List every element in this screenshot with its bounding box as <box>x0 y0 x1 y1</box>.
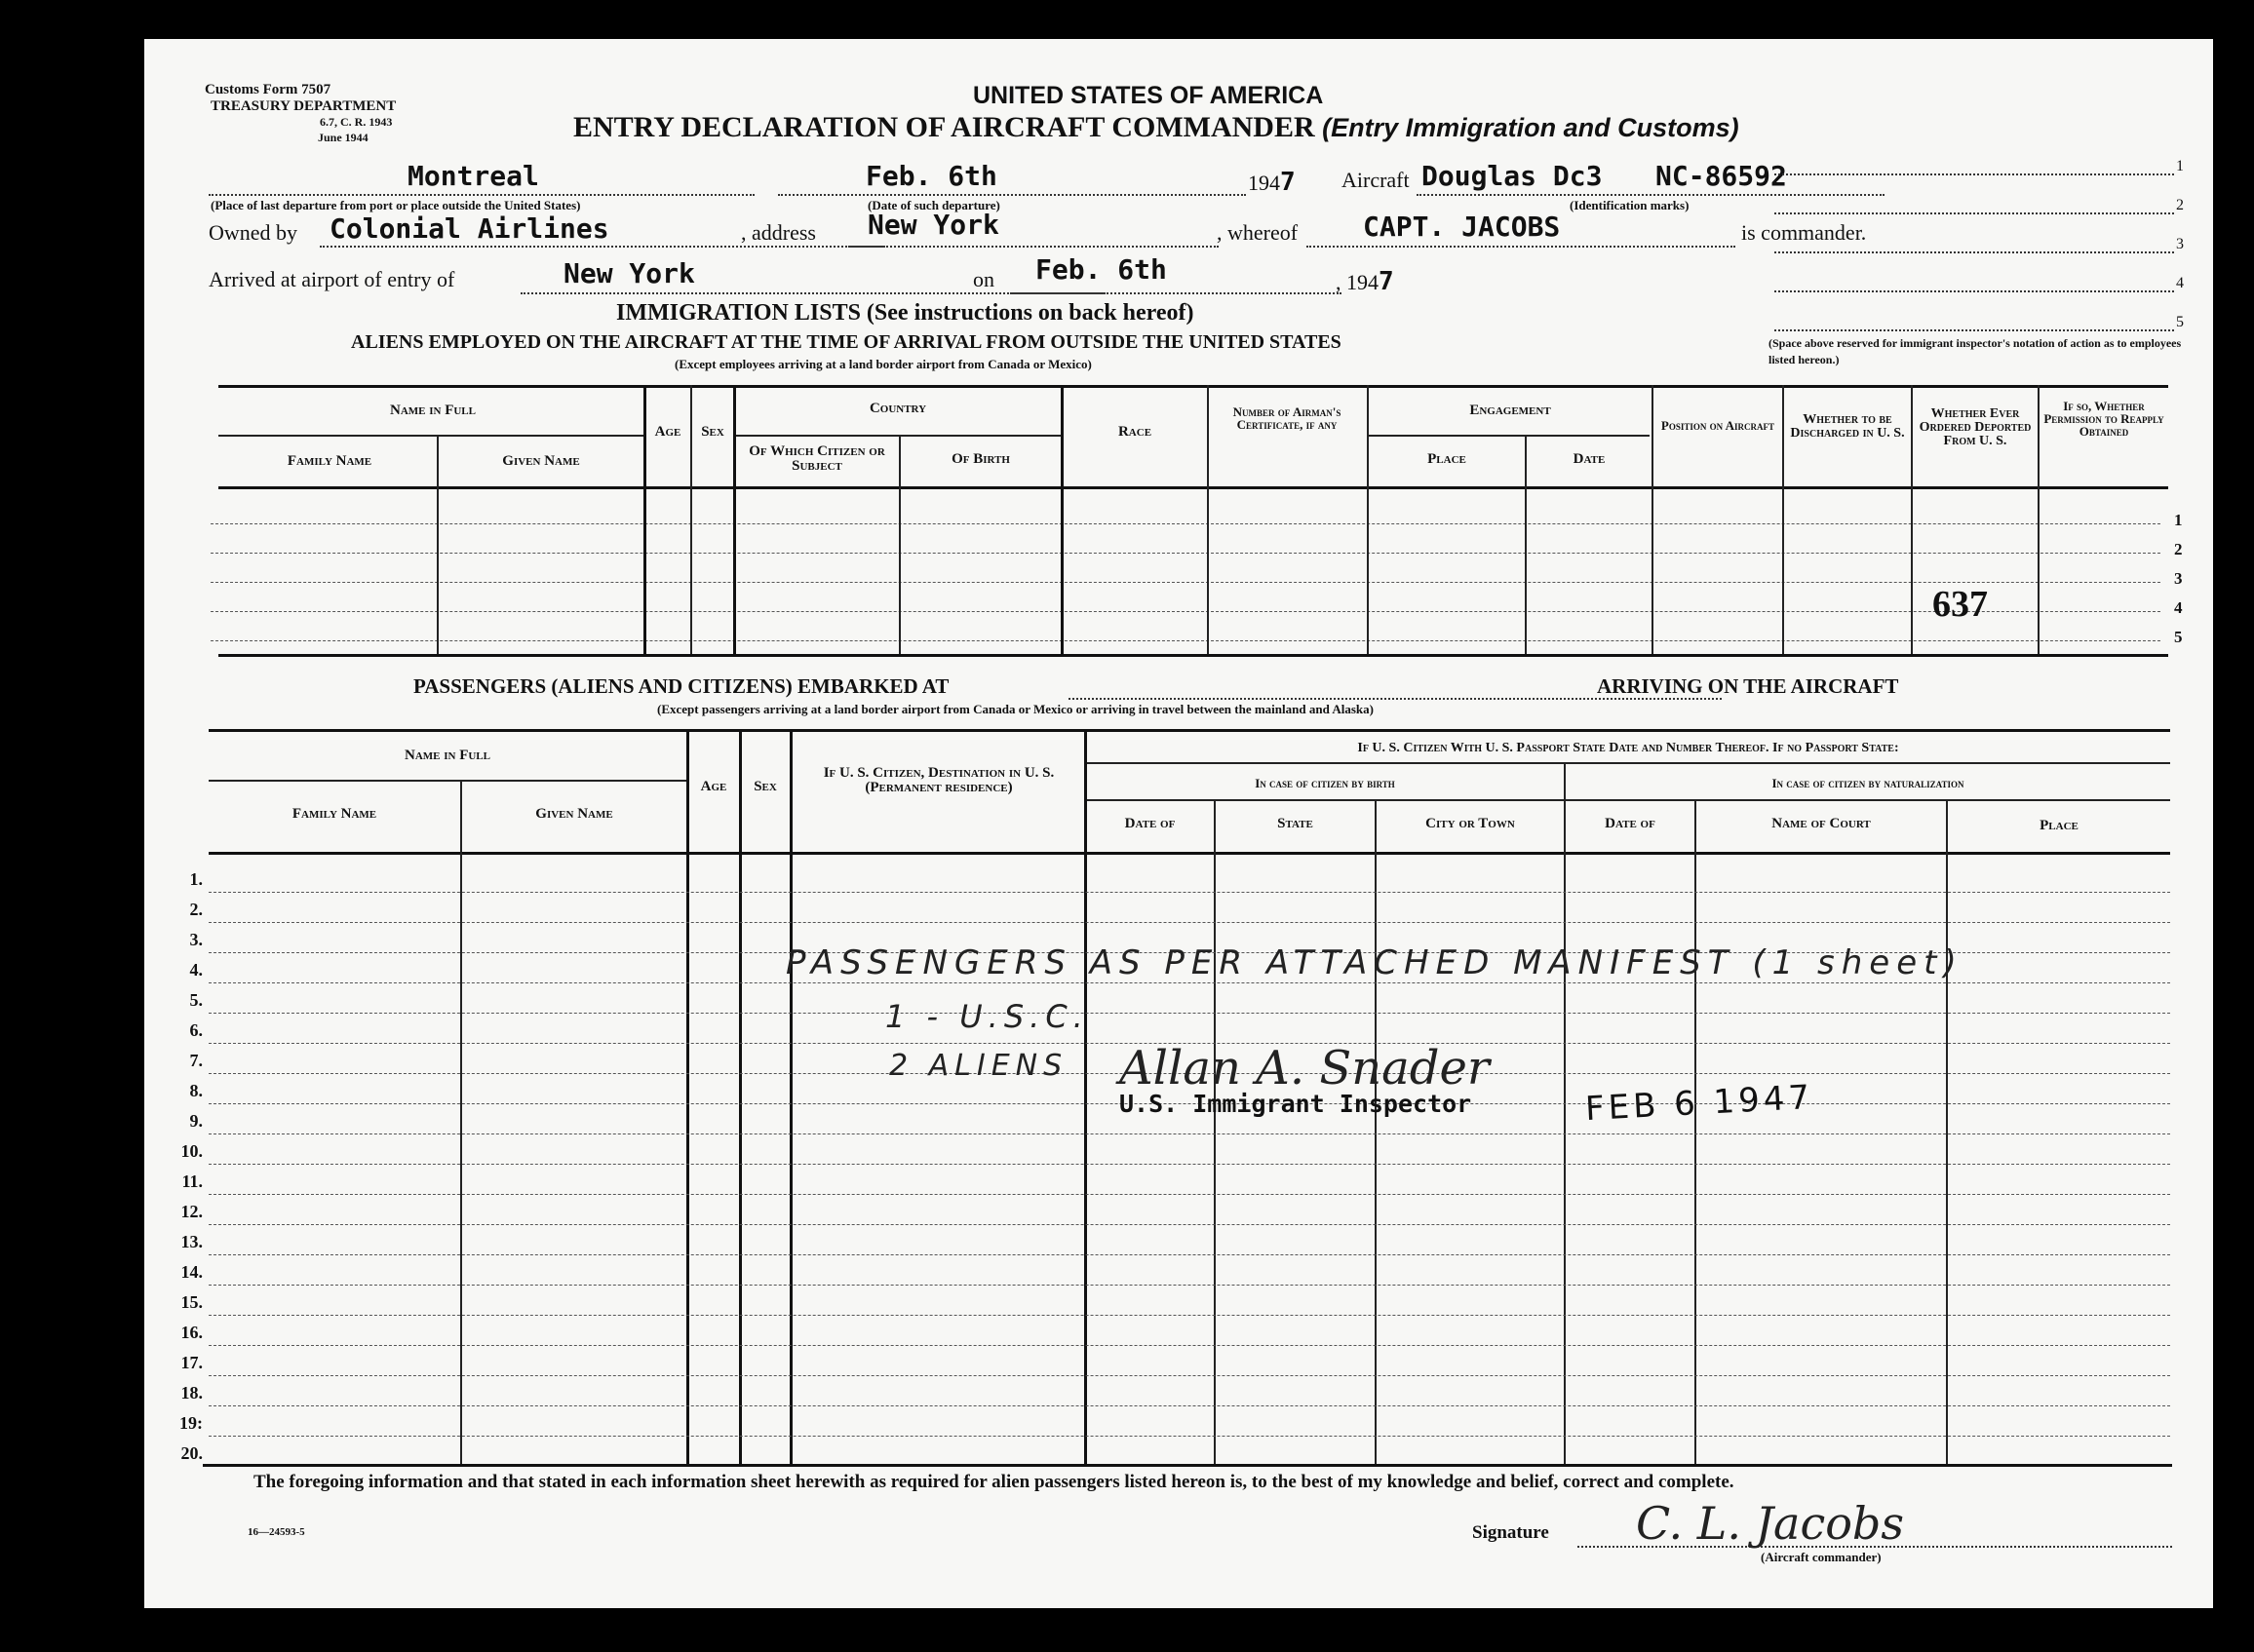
stamp-number: 637 <box>1932 584 1988 625</box>
departure-place-caption: (Place of last departure from port or place outside the United States) <box>211 198 581 212</box>
country-heading: UNITED STATES OF AMERICA <box>973 82 1324 109</box>
aliens-col-place: Place <box>1427 451 1466 467</box>
aliens-row-3: 3 <box>2174 569 2183 588</box>
pass-row-number: 4. <box>189 960 203 980</box>
immigration-subtitle: ALIENS EMPLOYED ON THE AIRCRAFT AT THE TIME OF ARRIVAL FROM OUTSIDE THE UNITED STATES <box>351 331 1341 353</box>
form-page <box>144 39 2213 1608</box>
passengers-title: PASSENGERS (ALIENS AND CITIZENS) EMBARKED AT <box>413 674 950 698</box>
address-value[interactable]: New York <box>868 209 999 241</box>
page-title-paren: (Entry Immigration and Customs) <box>1322 113 1739 142</box>
whereof-label: , whereof <box>1217 220 1299 245</box>
departure-year: 1947 <box>1248 168 1296 197</box>
pass-col-destination: If U. S. Citizen, Destination in U. S. (Permanent residence) <box>823 765 1055 795</box>
aliens-col-name-in-full: Name in Full <box>389 403 476 418</box>
pass-row-number: 10. <box>180 1141 203 1161</box>
aliens-row-4: 4 <box>2174 598 2183 617</box>
handwritten-aliens-count: 2 ALIENS <box>889 1049 1069 1083</box>
aliens-col-date: Date <box>1573 451 1606 467</box>
pass-row-number: 1. <box>189 869 203 889</box>
pass-row-number: 7. <box>189 1051 203 1070</box>
aliens-col-deported: Whether Ever Ordered Deported From U. S. <box>1919 406 2032 448</box>
arrived-year: , 1947 <box>1336 267 1394 296</box>
identification-marks-caption: (Identification marks) <box>1570 198 1690 212</box>
form-date: June 1944 <box>318 131 369 144</box>
pass-col-sex: Sex <box>754 779 777 794</box>
immigration-title: IMMIGRATION LISTS (See instructions on back hereof) <box>616 300 1194 326</box>
pass-row-number: 5. <box>189 990 203 1010</box>
reserved-line-2: 2 <box>2176 197 2184 213</box>
reserved-line-4: 4 <box>2176 275 2184 291</box>
identification-marks-value[interactable]: NC-86592 <box>1655 160 1787 192</box>
pass-col-court: Name of Court <box>1771 816 1871 831</box>
aliens-col-country: Country <box>869 401 927 416</box>
commander-value[interactable]: CAPT. JACOBS <box>1363 211 1561 243</box>
pass-row-number: 17. <box>180 1353 203 1372</box>
pass-row-number: 3. <box>189 930 203 949</box>
passengers-note: (Except passengers arriving at a land border airport from Canada or Mexico or arriving in travel between the mainland and Alaska) <box>657 702 1374 716</box>
pass-row-number: 18. <box>180 1383 203 1402</box>
department: TREASURY DEPARTMENT <box>211 98 397 114</box>
passengers-title-right: ARRIVING ON THE AIRCRAFT <box>1597 674 1899 698</box>
arrived-date-value[interactable]: Feb. 6th <box>1035 253 1167 286</box>
aircraft-label: Aircraft <box>1341 168 1410 192</box>
pass-col-date-of: Date of <box>1124 816 1176 831</box>
pass-col-given-name: Given Name <box>535 806 613 822</box>
pass-row-number: 20. <box>180 1443 203 1463</box>
pass-row-number: 12. <box>180 1202 203 1221</box>
pass-row-number: 13. <box>180 1232 203 1251</box>
aliens-col-citizen-of: Of Which Citizen or Subject <box>749 443 885 474</box>
immigration-note: (Except employees arriving at a land border airport from Canada or Mexico) <box>675 357 1092 371</box>
pass-row-number: 2. <box>189 900 203 919</box>
pass-col-city: City or Town <box>1425 816 1515 831</box>
pass-row-number: 15. <box>180 1292 203 1312</box>
pass-row-number: 6. <box>189 1020 203 1040</box>
pass-col-name-in-full: Name in Full <box>404 748 490 763</box>
pass-col-date-of-nat: Date of <box>1605 816 1655 831</box>
aircraft-value[interactable]: Douglas Dc3 <box>1421 160 1603 192</box>
aliens-col-given-name: Given Name <box>502 453 580 469</box>
pass-col-passport: If U. S. Citizen With U. S. Passport State Date and Number Thereof. If no Passport State: <box>1357 741 1899 755</box>
page-title-main: ENTRY DECLARATION OF AIRCRAFT COMMANDER <box>573 111 1315 143</box>
aliens-col-age: Age <box>654 424 681 440</box>
pass-row-number: 9. <box>189 1111 203 1131</box>
pass-col-place: Place <box>2040 818 2079 833</box>
aliens-col-family-name: Family Name <box>287 453 372 469</box>
aliens-row-2: 2 <box>2174 540 2183 558</box>
form-number: Customs Form 7507 <box>205 82 331 97</box>
form-reg: 6.7, C. R. 1943 <box>320 115 393 129</box>
page-title <box>573 111 1739 144</box>
owned-by-value[interactable]: Colonial Airlines <box>330 212 609 245</box>
departure-place-value[interactable]: Montreal <box>408 160 539 192</box>
reserved-line-5: 5 <box>2176 314 2184 330</box>
reserved-line-3: 3 <box>2176 236 2184 252</box>
pass-col-age: Age <box>700 779 727 794</box>
commander-suffix: is commander. <box>1741 220 1867 245</box>
pass-row-number: 8. <box>189 1081 203 1100</box>
certification-text: The foregoing information and that stated in each information sheet herewith as required for alien passengers listed hereon is, to the best of my knowledge and belief, correct and complete. <box>253 1472 1734 1492</box>
signature-caption: (Aircraft commander) <box>1761 1550 1882 1564</box>
pass-col-state: State <box>1277 816 1313 831</box>
reserved-line-1: 1 <box>2176 158 2184 174</box>
aliens-row-1: 1 <box>2174 511 2183 529</box>
pass-row-number: 19: <box>179 1413 203 1433</box>
inspector-signature: Allan A. Snader <box>1119 1041 1490 1095</box>
pass-row-number: 16. <box>180 1323 203 1342</box>
inspector-title: U.S. Immigrant Inspector <box>1119 1090 1472 1118</box>
on-label: on <box>969 267 998 292</box>
departure-date-value[interactable]: Feb. 6th <box>866 160 997 192</box>
aliens-col-discharged: Whether to be Discharged in U. S. <box>1790 412 1905 441</box>
pass-row-number: 11. <box>181 1172 203 1191</box>
commander-signature: C. L. Jacobs <box>1636 1497 1904 1550</box>
pass-row-number: 14. <box>180 1262 203 1282</box>
pass-col-by-birth: In case of citizen by birth <box>1255 776 1395 790</box>
aliens-row-5: 5 <box>2174 628 2183 646</box>
pass-col-family-name: Family Name <box>291 806 377 822</box>
pass-col-by-naturalization: In case of citizen by naturalization <box>1771 776 1964 790</box>
arrived-airport-value[interactable]: New York <box>564 257 695 289</box>
aliens-col-permission: If so, Whether Permission to Reapply Obtained <box>2043 399 2164 439</box>
address-label: , address <box>741 220 816 245</box>
handwritten-manifest-note: PASSENGERS AS PER ATTACHED MANIFEST (1 sheet) <box>786 943 1963 982</box>
signature-label: Signature <box>1472 1522 1549 1543</box>
aliens-col-engagement: Engagement <box>1469 403 1551 418</box>
aliens-col-race: Race <box>1117 424 1152 440</box>
aliens-col-sex: Sex <box>701 424 724 440</box>
departure-date-caption: (Date of such departure) <box>868 198 1000 212</box>
reserved-note: (Space above reserved for immigrant inspector's notation of action as to employees listed hereon.) <box>1768 336 2182 366</box>
aliens-col-position: Position on Aircraft <box>1660 418 1775 433</box>
handwritten-citizens-count: 1 - U.S.C. <box>885 998 1089 1035</box>
owned-by-label: Owned by <box>209 220 298 245</box>
form-code: 16—24593-5 <box>248 1526 305 1538</box>
arrived-label: Arrived at airport of entry of <box>209 267 455 291</box>
inspection-date-stamp: FEB 6 1947 <box>1584 1077 1815 1130</box>
aliens-col-of-birth: Of Birth <box>952 451 1010 467</box>
aliens-col-certificate: Number of Airman's Certificate, if any <box>1232 404 1341 432</box>
